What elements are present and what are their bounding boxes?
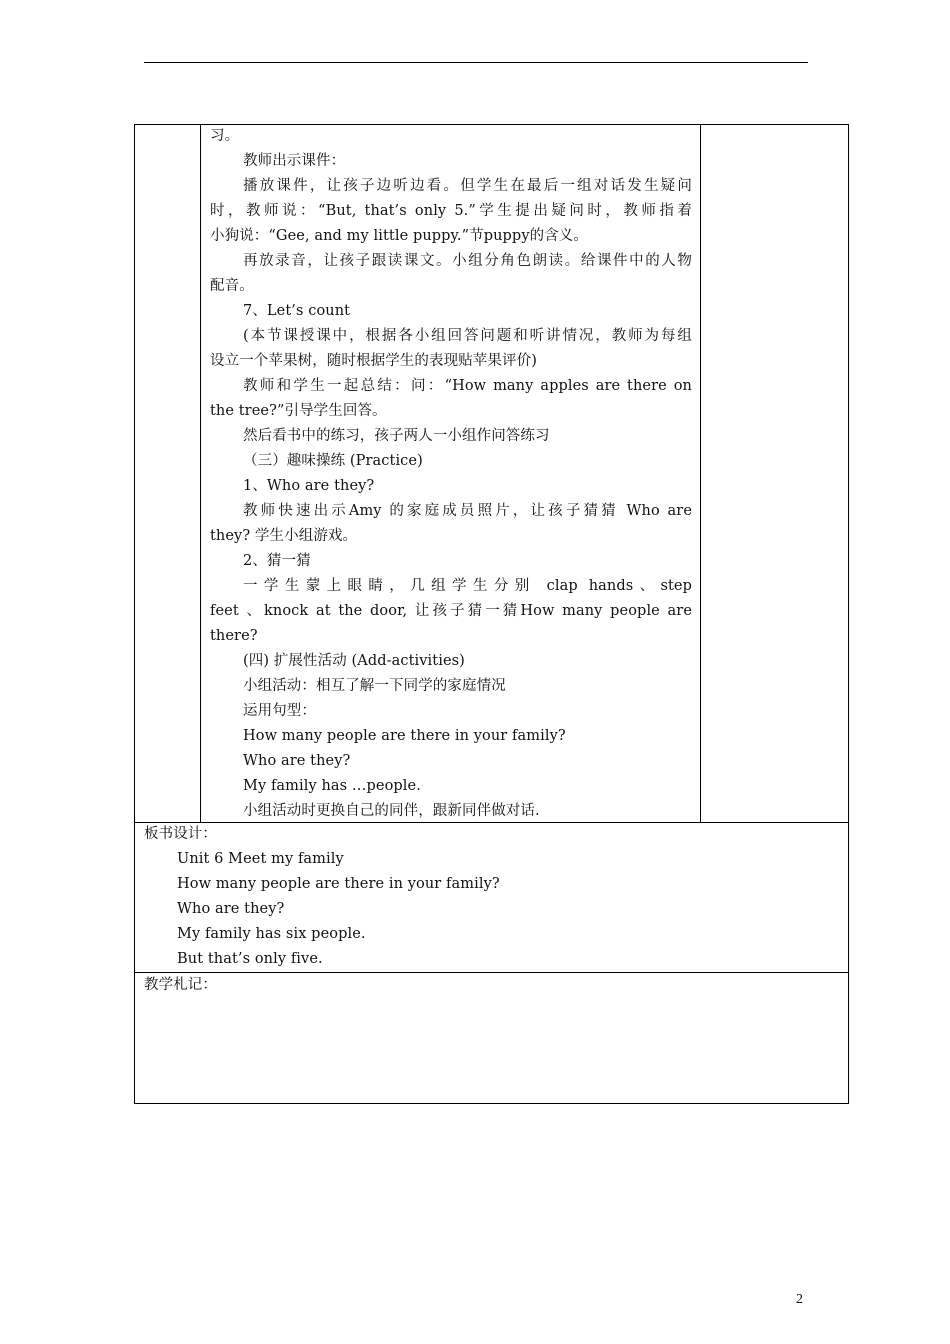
- procedure-line: 设立一个苹果树，随时根据学生的表现贴苹果评价): [210, 353, 537, 369]
- procedure-line: 再放录音，让孩子跟读课文。小组分角色朗读。给课件中的人物: [243, 253, 692, 269]
- procedure-line: feet 、knock at the door, 让孩子猜一猜How many people are: [210, 603, 692, 619]
- procedure-line: 教师和学生一起总结：问：“How many apples are there on: [243, 378, 692, 394]
- inner-left-divider: [200, 124, 201, 822]
- procedure-line: there?: [210, 628, 258, 644]
- procedure-line: 时，教师说：“But, that’s only 5.”学生提出疑问时，教师指着: [210, 203, 692, 219]
- procedure-line: My family has …people.: [243, 778, 421, 794]
- teaching-notes-cell: [144, 973, 834, 998]
- board-design-cell: [144, 822, 834, 972]
- procedure-line: (四) 扩展性活动 (Add-activities): [243, 653, 465, 669]
- procedure-line: 习。: [210, 128, 240, 144]
- procedure-line: Who are they?: [243, 753, 351, 769]
- procedure-line: How many people are there in your family?: [243, 728, 566, 744]
- procedure-line: 运用句型：: [243, 703, 316, 719]
- board-line: Unit 6 Meet my family: [177, 851, 344, 867]
- procedure-line: 播放课件，让孩子边听边看。但学生在最后一组对话发生疑问: [243, 178, 692, 194]
- header-rule: [144, 62, 808, 63]
- procedure-line: 小组活动时更换自己的同伴，跟新同伴做对话.: [243, 803, 540, 819]
- table-left-border: [134, 124, 135, 1104]
- board-line: Who are they?: [177, 901, 285, 917]
- procedure-line: they? 学生小组游戏。: [210, 528, 358, 544]
- procedure-cell: [210, 124, 692, 824]
- teaching-notes-label: 教学札记：: [144, 977, 217, 993]
- table-right-border: [848, 124, 849, 1104]
- board-line: But that’s only five.: [177, 951, 323, 967]
- procedure-line: 2、猜一猜: [243, 553, 311, 569]
- procedure-line: 然后看书中的练习，孩子两人一小组作问答练习: [243, 428, 550, 444]
- procedure-line: 一学生蒙上眼睛，几组学生分别 clap hands、step: [243, 578, 692, 594]
- procedure-line: （三）趣味操练 (Practice): [243, 453, 423, 469]
- procedure-line: the tree?”引导学生回答。: [210, 403, 387, 419]
- procedure-line: 教师出示课件：: [243, 153, 346, 169]
- inner-right-divider: [700, 124, 701, 822]
- board-line: How many people are there in your family?: [177, 876, 500, 892]
- procedure-line: 小组活动：相互了解一下同学的家庭情况: [243, 678, 506, 694]
- procedure-line: 7、Let’s count: [243, 303, 351, 319]
- procedure-line: (本节课授课中，根据各小组回答问题和听讲情况，教师为每组: [243, 328, 692, 344]
- page-number: 2: [796, 1292, 803, 1307]
- procedure-line: 小狗说：“Gee, and my little puppy.”节puppy的含义。: [210, 228, 589, 244]
- procedure-line: 配音。: [210, 278, 254, 294]
- table-bottom-border: [134, 1103, 849, 1104]
- procedure-line: 1、Who are they?: [243, 478, 375, 494]
- procedure-line: 教师快速出示Amy 的家庭成员照片，让孩子猜猜 Who are: [243, 503, 692, 519]
- board-design-label: 板书设计：: [144, 826, 217, 842]
- board-line: My family has six people.: [177, 926, 366, 942]
